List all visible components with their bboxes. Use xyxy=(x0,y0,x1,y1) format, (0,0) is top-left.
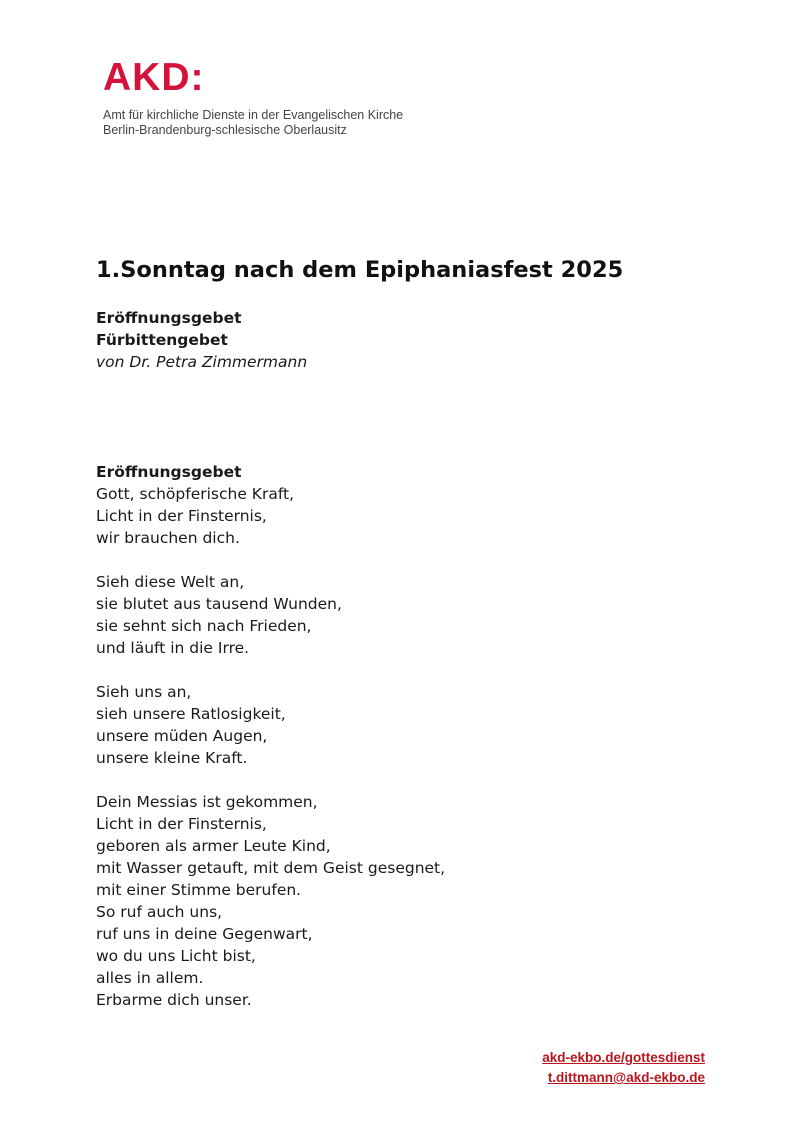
page-title: 1.Sonntag nach dem Epiphaniasfest 2025 xyxy=(96,257,624,283)
prayer-stanza xyxy=(96,681,445,769)
prayer-section xyxy=(96,461,445,1011)
prayer-line: Sieh diese Welt an, xyxy=(96,573,245,591)
prayer-line: geboren als armer Leute Kind, xyxy=(96,837,331,855)
email-link[interactable]: t.dittmann@akd-ekbo.de xyxy=(547,1070,705,1085)
prayer-line: Licht in der Finsternis, xyxy=(96,507,267,525)
contact-block xyxy=(542,1048,705,1088)
prayer-heading: Eröffnungsgebet xyxy=(96,463,242,481)
logo-subtitle-line-1: Amt für kirchliche Dienste in der Evangelischen Kirche xyxy=(103,108,404,122)
prayer-line: wo du uns Licht bist, xyxy=(96,947,256,965)
prayer-line: mit Wasser getauft, mit dem Geist gesegnet, xyxy=(96,859,446,877)
prayer-line: Erbarme dich unser. xyxy=(96,991,252,1009)
prayer-line: So ruf auch uns, xyxy=(96,903,223,921)
prayer-line: sie sehnt sich nach Frieden, xyxy=(96,617,312,635)
prayer-line: alles in allem. xyxy=(96,969,204,987)
logo-subtitle-line-2: Berlin-Brandenburg-schlesische Oberlausitz xyxy=(103,123,347,137)
contents-item-eroeffnungsgebet: Eröffnungsgebet xyxy=(96,309,242,327)
contents-list xyxy=(96,307,307,373)
prayer-line: sie blutet aus tausend Wunden, xyxy=(96,595,342,613)
prayer-line: Sieh uns an, xyxy=(96,683,192,701)
prayer-line: unsere kleine Kraft. xyxy=(96,749,248,767)
prayer-body xyxy=(96,483,445,1011)
prayer-stanza xyxy=(96,483,445,549)
prayer-stanza xyxy=(96,791,445,1011)
prayer-line: sieh unsere Ratlosigkeit, xyxy=(96,705,286,723)
author-line: von Dr. Petra Zimmermann xyxy=(96,353,308,371)
prayer-stanza xyxy=(96,571,445,659)
prayer-line: Licht in der Finsternis, xyxy=(96,815,267,833)
akd-logo xyxy=(103,58,403,138)
prayer-line: wir brauchen dich. xyxy=(96,529,240,547)
contents-item-fuerbittengebet: Fürbittengebet xyxy=(96,331,228,349)
prayer-line: Dein Messias ist gekommen, xyxy=(96,793,318,811)
prayer-line: ruf uns in deine Gegenwart, xyxy=(96,925,313,943)
prayer-line: und läuft in die Irre. xyxy=(96,639,250,657)
prayer-line: unsere müden Augen, xyxy=(96,727,268,745)
logo-mark: AKD: xyxy=(103,56,205,99)
prayer-line: mit einer Stimme berufen. xyxy=(96,881,302,899)
prayer-line: Gott, schöpferische Kraft, xyxy=(96,485,295,503)
website-link[interactable]: akd-ekbo.de/gottesdienst xyxy=(542,1050,705,1065)
